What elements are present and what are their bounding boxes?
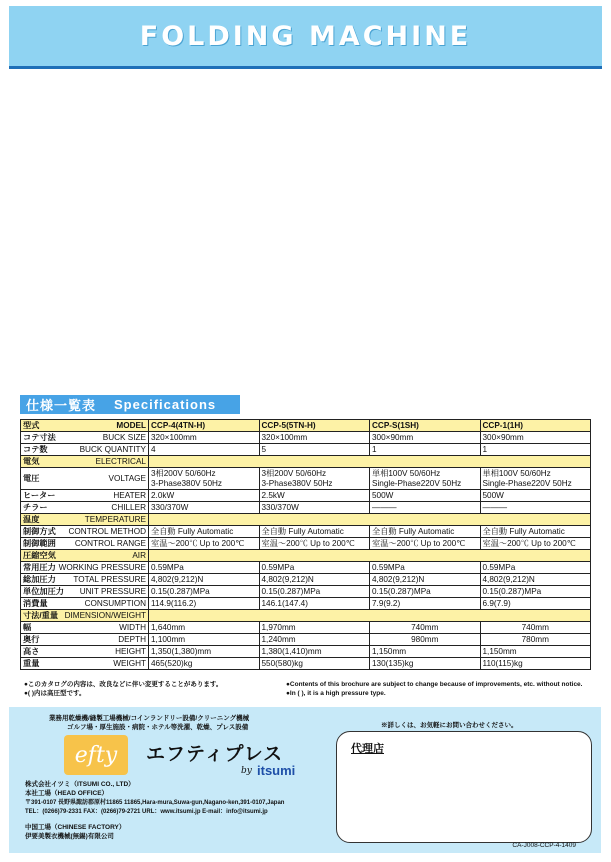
label-en: HEIGHT <box>115 646 146 656</box>
spec-row <box>21 526 591 538</box>
spec-cell: 1,380(1,410)mm <box>259 646 370 658</box>
spec-cell-line: Single-Phase220V 50Hz <box>372 478 462 488</box>
spec-row-label <box>21 468 149 490</box>
efty-logo <box>64 735 128 775</box>
spec-cell: CCP-1(1H) <box>480 420 591 432</box>
spec-row <box>21 634 591 646</box>
spec-cell: 320×100mm <box>149 432 260 444</box>
notes-english <box>286 680 582 698</box>
spec-cell: 500W <box>370 490 481 502</box>
spec-cell: 780mm <box>480 634 591 646</box>
spec-cell: 室温～200℃ Up to 200℃ <box>149 538 260 550</box>
spec-row-label <box>21 634 149 646</box>
spec-row-label <box>21 526 149 538</box>
label-jp: 幅 <box>23 622 32 632</box>
spec-row-label <box>21 420 149 432</box>
spec-row <box>21 610 591 622</box>
spec-cell: 330/370W <box>259 502 370 514</box>
spec-cell: 室温～200℃ Up to 200℃ <box>370 538 481 550</box>
document-code: CA-J008-CCP-4-1409 <box>512 842 576 849</box>
spec-cell: 1,970mm <box>259 622 370 634</box>
label-en: WIDTH <box>119 622 146 632</box>
label-jp: 型式 <box>23 420 40 430</box>
label-en: WEIGHT <box>113 658 146 668</box>
spec-row <box>21 502 591 514</box>
label-jp: 重量 <box>23 658 40 668</box>
spec-cell: 740mm <box>370 622 481 634</box>
label-jp: 常用圧力 <box>23 562 56 572</box>
section-fill <box>149 610 591 622</box>
spec-cell: 1 <box>370 444 481 456</box>
label-en: CHILLER <box>111 502 146 512</box>
spec-cell: ――― <box>480 502 591 514</box>
label-jp: 単位加圧力 <box>23 586 64 596</box>
section-fill <box>149 456 591 468</box>
label-en: CONSUMPTION <box>84 598 146 608</box>
spec-cell: 114.9(116.2) <box>149 598 260 610</box>
spec-cell: 980mm <box>370 634 481 646</box>
spec-row-label <box>21 550 149 562</box>
spec-cell: 1,240mm <box>259 634 370 646</box>
spec-cell-line: 3相200V 50/60Hz <box>261 468 327 478</box>
spec-cell: 500W <box>480 490 591 502</box>
label-jp: 総加圧力 <box>23 574 56 584</box>
label-en: ELECTRICAL <box>95 456 146 466</box>
label-en: BUCK QUANTITY <box>79 444 146 454</box>
label-jp: 温度 <box>23 514 40 524</box>
spec-cell <box>480 468 591 490</box>
spec-row <box>21 456 591 468</box>
label-en: MODEL <box>116 420 146 430</box>
label-en: AIR <box>132 550 146 560</box>
contact-info: TEL：(0266)79-2331 FAX：(0266)79-2721 URL：www.itsumi.jp E-mail：info@itsumi.jp <box>25 809 268 815</box>
spec-cell: 6.9(7.9) <box>480 598 591 610</box>
spec-cell: 7.9(9.2) <box>370 598 481 610</box>
page-title: FOLDING MACHINE <box>139 20 472 52</box>
spec-row-label <box>21 574 149 586</box>
spec-cell-line: 単相100V 50/60Hz <box>482 468 551 478</box>
spec-cell <box>370 468 481 490</box>
spec-cell: 740mm <box>480 622 591 634</box>
spec-cell-line: Single-Phase220V 50Hz <box>482 478 572 488</box>
business-line-2: ゴルフ場・厚生施設・病院・ホテル等洗濯、乾燥、プレス設備 <box>67 724 249 731</box>
spec-cell: 4,802(9,212)N <box>149 574 260 586</box>
spec-row-label <box>21 562 149 574</box>
spec-cell: 1,350(1,380)mm <box>149 646 260 658</box>
footer-panel <box>9 707 601 853</box>
spec-cell: 0.59MPa <box>370 562 481 574</box>
note-line: ●Contents of this brochure are subject to change because of improvements, etc. without notice. <box>286 681 583 688</box>
spec-cell: 1,100mm <box>149 634 260 646</box>
label-en: DEPTH <box>118 634 146 644</box>
label-en: WORKING PRESSURE <box>58 562 146 572</box>
spec-cell: 5 <box>259 444 370 456</box>
note-line: ●In ( ), it is a high pressure type. <box>286 690 386 697</box>
spec-cell: 146.1(147.4) <box>259 598 370 610</box>
spec-cell: 全自動 Fully Automatic <box>370 526 481 538</box>
label-jp: 圧縮空気 <box>23 550 56 560</box>
china-factory: 中国工場（CHINESE FACTORY） <box>25 824 126 831</box>
spec-row <box>21 550 591 562</box>
spec-row-label <box>21 658 149 670</box>
spec-row <box>21 586 591 598</box>
spec-cell: 0.59MPa <box>259 562 370 574</box>
spec-cell-line: 単相100V 50/60Hz <box>372 468 441 478</box>
inquiry-text: ※詳しくは、お気軽にお問い合わせください。 <box>381 722 518 729</box>
spec-cell: 130(135)kg <box>370 658 481 670</box>
spec-row-label <box>21 646 149 658</box>
spec-cell: 室温～200℃ Up to 200℃ <box>259 538 370 550</box>
agent-box <box>336 731 592 843</box>
spec-row-label <box>21 610 149 622</box>
spec-cell: 300×90mm <box>480 432 591 444</box>
spec-cell-line: 3-Phase380V 50Hz <box>261 478 333 488</box>
spec-heading <box>20 395 240 414</box>
brand-name: エフティプレス <box>146 744 284 765</box>
spec-row <box>21 468 591 490</box>
spec-row <box>21 598 591 610</box>
label-en: DIMENSION/WEIGHT <box>64 610 146 620</box>
spec-cell: 465(520)kg <box>149 658 260 670</box>
spec-cell: 4 <box>149 444 260 456</box>
spec-cell: 全自動 Fully Automatic <box>480 526 591 538</box>
spec-row-label <box>21 490 149 502</box>
notes-japanese <box>24 680 222 698</box>
spec-cell: 0.59MPa <box>480 562 591 574</box>
spec-heading-jp: 仕様一覧表 <box>26 398 97 413</box>
spec-cell: 2.5kW <box>259 490 370 502</box>
spec-row <box>21 444 591 456</box>
spec-row-label <box>21 502 149 514</box>
label-jp: 制御範囲 <box>23 538 56 548</box>
label-jp: 電圧 <box>23 473 40 483</box>
spec-cell: CCP-4(4TN-H) <box>149 420 260 432</box>
spec-row <box>21 490 591 502</box>
spec-row <box>21 432 591 444</box>
spec-cell: 1 <box>480 444 591 456</box>
spec-cell: CCP-S(1SH) <box>370 420 481 432</box>
spec-row-label <box>21 586 149 598</box>
spec-row <box>21 420 591 432</box>
address: 〒391-0107 長野県諏訪郡原村11865 11865,Hara-mura,Suwa-gun,Nagano-ken,391-0107,Japan <box>25 800 285 806</box>
section-fill <box>149 550 591 562</box>
spec-cell: 0.15(0.287)MPa <box>480 586 591 598</box>
label-jp: ヒーター <box>23 490 56 500</box>
spec-row-label <box>21 432 149 444</box>
china-company: 伊要美製衣機械(無錫)有限公司 <box>25 833 114 840</box>
spec-cell: 室温～200℃ Up to 200℃ <box>480 538 591 550</box>
spec-cell: 0.59MPa <box>149 562 260 574</box>
label-jp: 高さ <box>23 646 40 656</box>
spec-cell: 全自動 Fully Automatic <box>149 526 260 538</box>
spec-row <box>21 646 591 658</box>
spec-table-body <box>21 420 591 670</box>
spec-cell: 330/370W <box>149 502 260 514</box>
spec-row-label <box>21 622 149 634</box>
label-jp: 消費量 <box>23 598 48 608</box>
spec-row <box>21 574 591 586</box>
title-banner <box>9 6 602 69</box>
label-en: CONTROL METHOD <box>68 526 146 536</box>
spec-cell: 320×100mm <box>259 432 370 444</box>
label-en: TOTAL PRESSURE <box>73 574 146 584</box>
efty-logo-text: efty <box>74 742 118 768</box>
spec-cell: 1,150mm <box>480 646 591 658</box>
spec-heading-en: Specifications <box>114 397 217 412</box>
note-line: ●( )内は高圧型です。 <box>24 690 86 697</box>
label-en: UNIT PRESSURE <box>79 586 146 596</box>
head-office: 本社工場（HEAD OFFICE） <box>25 790 109 797</box>
spec-cell: 4,802(9,212)N <box>370 574 481 586</box>
spec-cell-line: 3相200V 50/60Hz <box>151 468 216 478</box>
spec-cell: 1,150mm <box>370 646 481 658</box>
brand-by: by <box>241 766 252 776</box>
spec-cell: 0.15(0.287)MPa <box>259 586 370 598</box>
spec-cell: ――― <box>370 502 481 514</box>
spec-cell: 2.0kW <box>149 490 260 502</box>
label-jp: コテ数 <box>23 444 48 454</box>
spec-row <box>21 658 591 670</box>
label-jp: 奥行 <box>23 634 40 644</box>
spec-row-label <box>21 444 149 456</box>
note-line: ●このカタログの内容は、改良などに伴い変更することがあります。 <box>24 681 223 688</box>
spec-cell: 300×90mm <box>370 432 481 444</box>
spec-row <box>21 562 591 574</box>
section-fill <box>149 514 591 526</box>
label-en: CONTROL RANGE <box>74 538 146 548</box>
spec-cell: 4,802(9,212)N <box>480 574 591 586</box>
spec-cell: 4,802(9,212)N <box>259 574 370 586</box>
spec-cell: 1,640mm <box>149 622 260 634</box>
spec-row-label <box>21 598 149 610</box>
spec-cell <box>259 468 370 490</box>
spec-row <box>21 514 591 526</box>
label-jp: 寸法/重量 <box>23 610 59 620</box>
label-jp: チラー <box>23 502 48 512</box>
label-en: HEATER <box>113 490 146 500</box>
agent-label: 代理店 <box>351 743 384 755</box>
spec-cell: 0.15(0.287)MPa <box>149 586 260 598</box>
spec-cell: 110(115)kg <box>480 658 591 670</box>
spec-cell: CCP-5(5TN-H) <box>259 420 370 432</box>
label-jp: 電気 <box>23 456 40 466</box>
spec-table <box>20 419 591 670</box>
label-en: TEMPERATURE <box>84 514 146 524</box>
spec-row <box>21 622 591 634</box>
label-jp: コテ寸法 <box>23 432 56 442</box>
label-en: BUCK SIZE <box>102 432 146 442</box>
itsumi-logo: itsumi <box>257 763 296 778</box>
spec-row <box>21 538 591 550</box>
company-name: 株式会社イツミ（ITSUMI CO., LTD） <box>25 781 135 788</box>
spec-cell <box>149 468 260 490</box>
spec-row-label <box>21 538 149 550</box>
business-line-1: 業務用乾燥機/縫製工場機械/コインランドリー設備/クリーニング機械 <box>49 715 250 722</box>
label-en: VOLTAGE <box>108 473 146 483</box>
spec-cell-line: 3-Phase380V 50Hz <box>151 478 223 488</box>
label-jp: 制御方式 <box>23 526 56 536</box>
spec-cell: 全自動 Fully Automatic <box>259 526 370 538</box>
spec-cell: 550(580)kg <box>259 658 370 670</box>
spec-row-label <box>21 514 149 526</box>
spec-row-label <box>21 456 149 468</box>
spec-cell: 0.15(0.287)MPa <box>370 586 481 598</box>
